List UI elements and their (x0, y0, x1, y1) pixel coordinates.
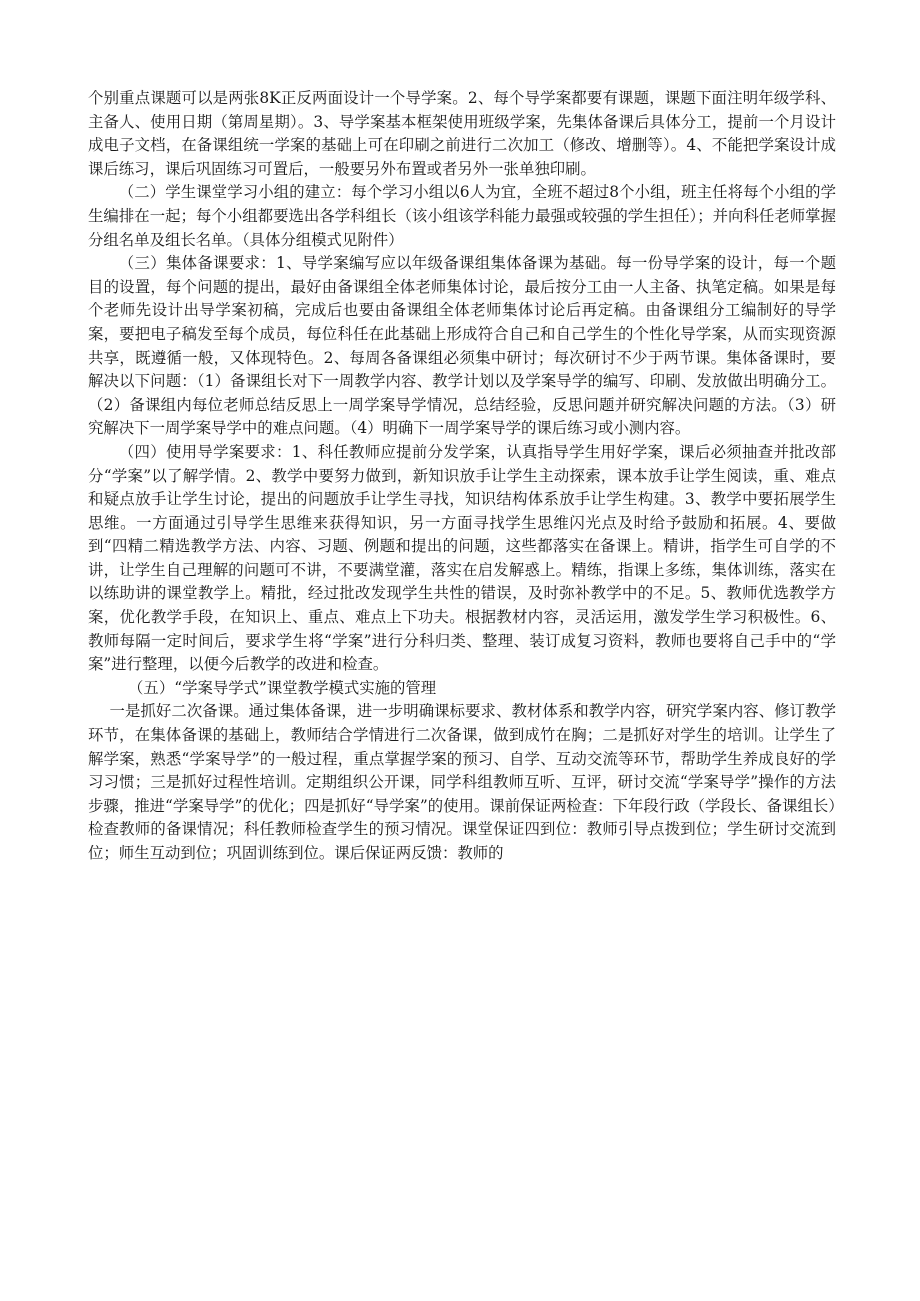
paragraph-management-details: 一是抓好二次备课。通过集体备课，进一步明确课标要求、教材体系和教学内容，研究学案内容、修订教学环节，在集体备课的基础上，教师结合学情进行二次备课，做到成竹在胸；二是抓好对学生的培训。让学生了解学案，熟悉“学案导学”的一般过程，重点掌握学案的预习、自学、互动交流等环节，帮助学生养成良好的学习习惯；三是抓好过程性培训。定期组织公开课，同学科组教师互听、互评，研讨交流“学案导学”操作的方法步骤，推进“学案导学”的优化；四是抓好“导学案”的使用。课前保证两检查：下年段行政（学段长、备课组长）检查教师的备课情况；科任教师检查学生的预习情况。课堂保证四到位：教师引导点拨到位；学生研讨交流到位；师生互动到位；巩固训练到位。课后保证两反馈：教师的 (88, 702, 836, 862)
section-heading-management: （五）“学案导学式”课堂教学模式实施的管理 (128, 678, 437, 697)
paragraph-using-guide: （四）使用导学案要求：1、科任教师应提前分发学案，认真指导学生用好学案，课后必须抽查并批改部分“学案”以了解学情。2、教学中要努力做到，新知识放手让学生主动探索，课本放手让学生阅读，重、难点和疑点放手让学生讨论，提出的问题放手让学生寻找，知识结构体系放手让学生构建。3、教学中要拓展学生思维。一方面通过引导学生思维来获得知识，另一方面寻找学生思维闪光点及时给予鼓励和拓展。4、要做到“四精二精选教学方法、内容、习题、例题和提出的问题，这些都落实在备课上。精讲，指学生可自学的不讲，让学生自己理解的问题可不讲，不要满堂灌，落实在启发解惑上。精练，指课上多练，集体训练，落实在以练助讲的课堂教学上。精批，经过批改发现学生共性的错误，及时弥补教学中的不足。5、教师优选教学方案，优化教学手段，在知识上、重点、难点上下功夫。根据教材内容，灵活运用，激发学生学习积极性。6、教师每隔一定时间后，要求学生将“学案”进行分科归类、整理、装订成复习资料，教师也要将自己手中的“学案”进行整理，以便今后教学的改进和检查。 (88, 442, 836, 674)
paragraph-guide-design-rules: 个别重点课题可以是两张8K正反两面设计一个导学案。2、每个导学案都要有课题，课题下面注明年级学科、主备人、使用日期（第周星期）。3、导学案基本框架使用班级学案，先集体备课后具体分工，提前一个月设计成电子文档，在备课组统一学案的基础上可在印刷之前进行二次加工（修改、增删等）。4、不能把学案设计成课后练习，课后巩固练习可置后，一般要另外布置或者另外一张单独印刷。 (88, 89, 836, 178)
document-page (88, 87, 836, 866)
paragraph-study-groups: （二）学生课堂学习小组的建立：每个学习小组以6人为宜，全班不超过8个小组，班主任将每个小组的学生编排在一起；每个小组都要选出各学科组长（该小组该学科能力最强或较强的学生担任）；并向科任老师掌握分组名单及组长名单。（具体分组模式见附件） (88, 183, 836, 249)
paragraph-collective-lesson-prep: （三）集体备课要求：1、导学案编写应以年级备课组集体备课为基础。每一份导学案的设计，每一个题目的设置，每个问题的提出，最好由备课组全体老师集体讨论，最后按分工由一人主备、执笔定稿。如果是每个老师先设计出导学案初稿，完成后也要由备课组全体老师集体讨论后再定稿。由备课组分工编制好的导学案，要把电子稿发至每个成员，每位科任在此基础上形成符合自己和自己学生的个性化导学案，从而实现资源共享，既遵循一般，又体现特色。2、每周各备课组必须集中研讨；每次研讨不少于两节课。集体备课时，要解决以下问题：（1）备课组长对下一周教学内容、教学计划以及学案导学的编写、印刷、发放做出明确分工。（2）备课组内每位老师总结反思上一周学案导学情况，总结经验，反思问题并研究解决问题的方法。（3）研究解决下一周学案导学中的难点问题。（4）明确下一周学案导学的课后练习或小测内容。 (88, 254, 836, 438)
